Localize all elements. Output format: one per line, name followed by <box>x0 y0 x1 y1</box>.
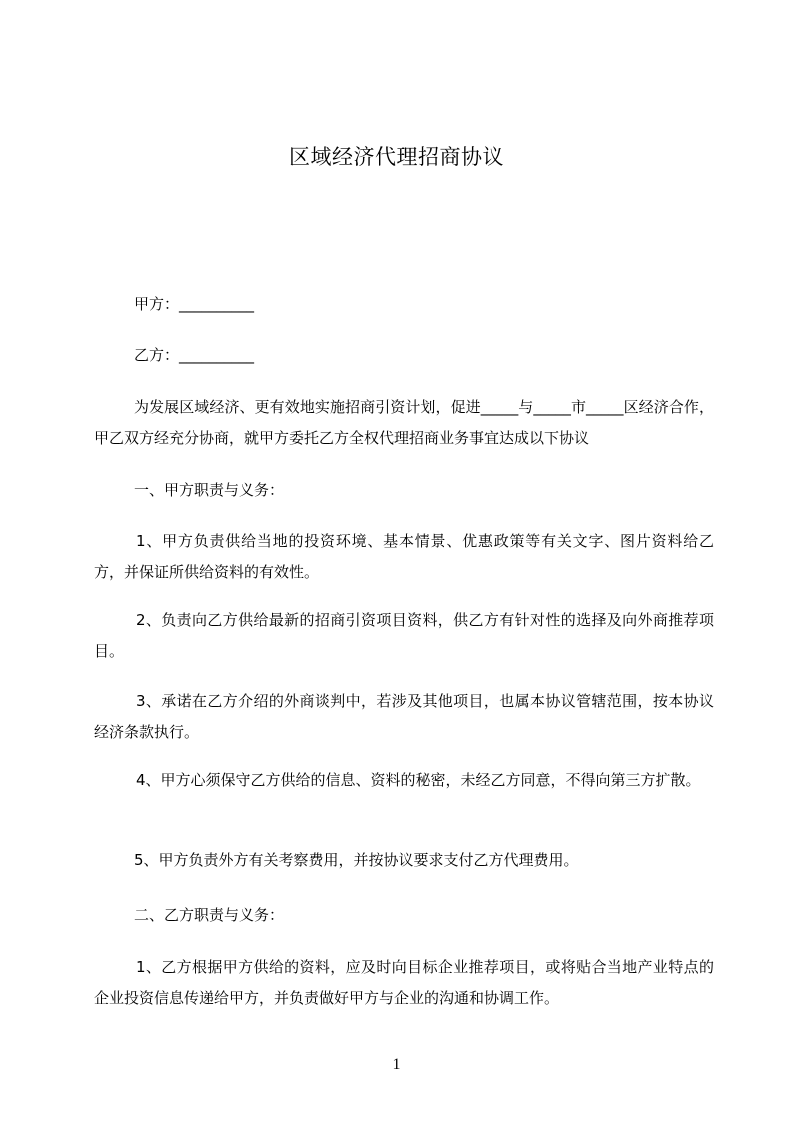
intro-paragraph: 为发展区域经济、更有效地实施招商引资计划，促进_____与_____市_____区经济合作，甲乙双方经充分协商，就甲方委托乙方全权代理招商业务事宜达成以下协议 <box>94 398 714 447</box>
page-title: 区域经济代理招商协议 <box>289 145 504 169</box>
section-1-item-3: 3、承诺在乙方介绍的外商谈判中，若涉及其他项目，也属本协议管辖范围，按本协议经济条款执行。 <box>94 692 714 741</box>
party-a-line: 甲方：__________ <box>134 295 255 313</box>
party-b-line: 乙方：__________ <box>134 346 255 364</box>
section-1-item-2: 2、负责向乙方供给最新的招商引资项目资料，供乙方有针对性的选择及向外商推荐项目。 <box>94 611 714 660</box>
page-number: 1 <box>392 1056 401 1073</box>
section-1-heading: 一、甲方职责与义务： <box>134 481 285 499</box>
section-2-item-1: 1、乙方根据甲方供给的资料，应及时向目标企业推荐项目，或将贴合当地产业特点的企业投资信息传递给甲方，并负责做好甲方与企业的沟通和协调工作。 <box>94 958 714 1007</box>
section-1-item-1: 1、甲方负责供给当地的投资环境、基本情景、优惠政策等有关文字、图片资料给乙方，并保证所供给资料的有效性。 <box>94 532 714 581</box>
section-1-item-5: 5、甲方负责外方有关考察费用，并按协议要求支付乙方代理费用。 <box>134 851 579 869</box>
section-1-item-4: 4、甲方心须保守乙方供给的信息、资料的秘密，未经乙方同意，不得向第三方扩散。 <box>136 771 701 789</box>
section-2-heading: 二、乙方职责与义务： <box>134 906 285 924</box>
